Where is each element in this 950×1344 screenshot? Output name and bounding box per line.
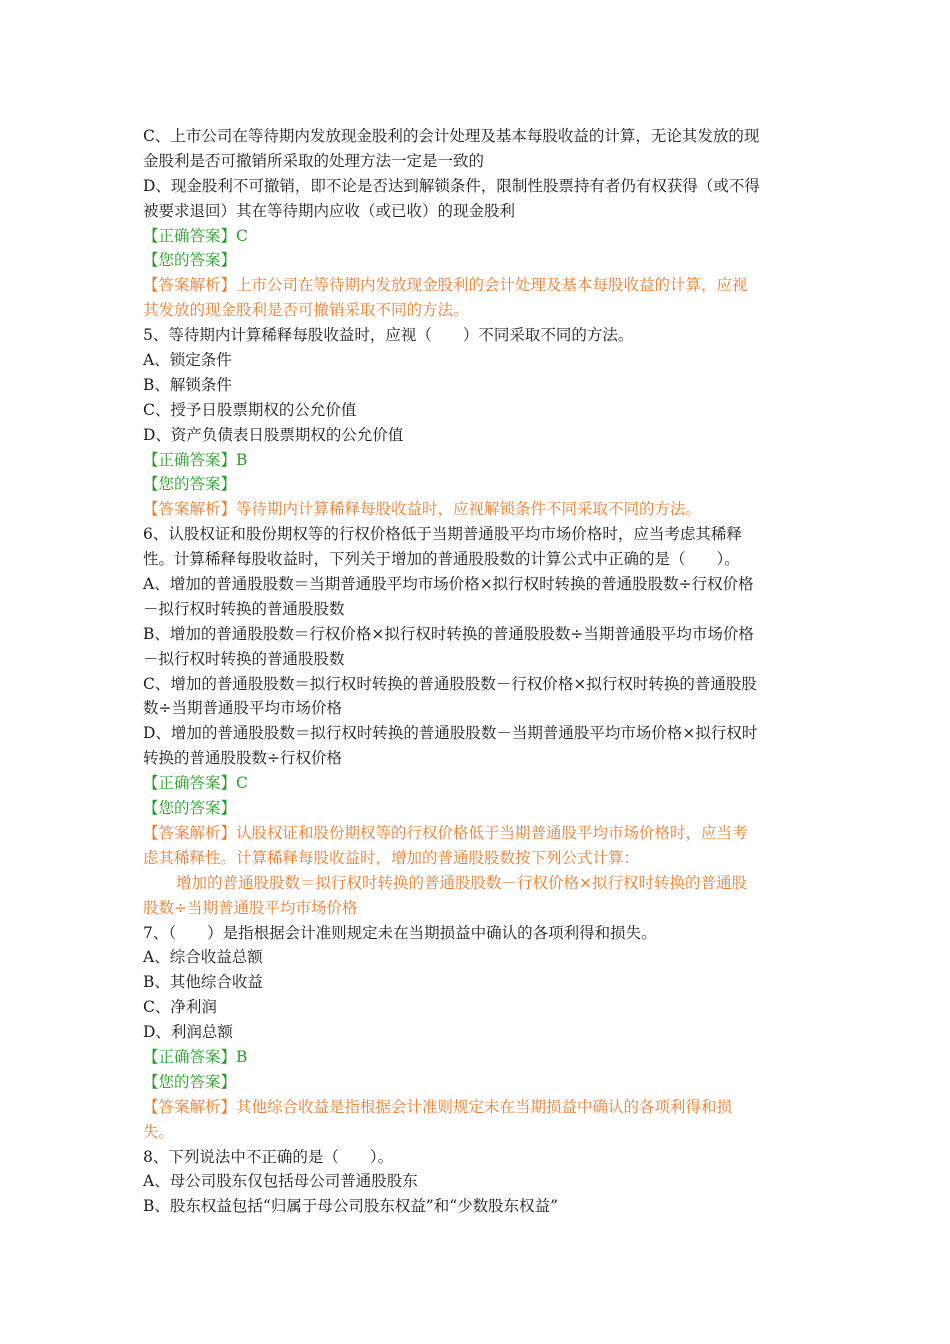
- question-text-line: B、解锁条件: [143, 375, 232, 394]
- question-text-line: 5、等待期内计算稀释每股收益时，应视（ ）不同采取不同的方法。: [143, 326, 634, 345]
- answer-label-line: 【正确答案】C: [143, 226, 248, 245]
- question-text-line: A、锁定条件: [143, 351, 232, 370]
- question-text-line: B、股东权益包括“归属于母公司股东权益”和“少数股东权益”: [143, 1197, 559, 1216]
- question-text-line: B、其他综合收益: [143, 973, 263, 992]
- answer-label-line: 【您的答案】: [143, 1072, 237, 1091]
- question-text-line: D、增加的普通股股数＝拟行权时转换的普通股股数－当期普通股平均市场价格×拟行权时: [143, 724, 758, 743]
- explanation-line: 【答案解析】其他综合收益是指根据会计准则规定未在当期损益中确认的各项利得和损: [143, 1097, 733, 1116]
- explanation-line: 【答案解析】认股权证和股份期权等的行权价格低于当期普通股平均市场价格时，应当考: [143, 823, 748, 842]
- answer-label-line: 【正确答案】C: [143, 774, 248, 793]
- answer-label-line: 【您的答案】: [143, 475, 237, 494]
- answer-label-line: 【您的答案】: [143, 799, 237, 818]
- question-text-line: B、增加的普通股股数＝行权价格×拟行权时转换的普通股股数÷当期普通股平均市场价格: [143, 624, 754, 643]
- question-text-line: D、资产负债表日股票期权的公允价值: [143, 425, 404, 444]
- question-text-line: A、增加的普通股股数＝当期普通股平均市场价格×拟行权时转换的普通股股数÷行权价格: [143, 575, 754, 594]
- question-text-line: D、现金股利不可撤销，即不论是否达到解锁条件，限制性股票持有者仍有权获得（或不得: [143, 176, 760, 195]
- answer-label-line: 【正确答案】B: [143, 450, 248, 469]
- question-text-line: D、利润总额: [143, 1023, 233, 1042]
- explanation-line: 失。: [143, 1122, 175, 1141]
- question-text-line: 转换的普通股股数÷行权价格: [143, 749, 342, 768]
- question-text-line: C、上市公司在等待期内发放现金股利的会计处理及基本每股收益的计算，无论其发放的现: [143, 127, 760, 145]
- question-text-line: C、增加的普通股股数＝拟行权时转换的普通股股数－行权价格×拟行权时转换的普通股股: [143, 674, 757, 693]
- answer-label-line: 【您的答案】: [143, 251, 237, 270]
- explanation-line: 增加的普通股股数＝拟行权时转换的普通股股数－行权价格×拟行权时转换的普通股: [176, 873, 747, 892]
- explanation-line: 其发放的现金股利是否可撤销采取不同的方法。: [143, 301, 469, 320]
- question-text-line: C、授予日股票期权的公允价值: [143, 400, 357, 419]
- question-text-line: －拟行权时转换的普通股股数: [143, 599, 345, 618]
- document-page: [143, 124, 810, 1219]
- explanation-line: 【答案解析】上市公司在等待期内发放现金股利的会计处理及基本每股收益的计算，应视: [143, 276, 748, 295]
- explanation-line: 【答案解析】等待期内计算稀释每股收益时，应视解锁条件不同采取不同的方法。: [143, 500, 702, 519]
- question-text-line: 被要求退回）其在等待期内应收（或已收）的现金股利: [143, 201, 516, 220]
- question-text-line: 7、（ ）是指根据会计准则规定未在当期损益中确认的各项利得和损失。: [143, 923, 657, 942]
- answer-label-line: 【正确答案】B: [143, 1047, 248, 1066]
- question-text-line: 金股利是否可撤销所采取的处理方法一定是一致的: [143, 151, 485, 170]
- explanation-line: 虑其稀释性。计算稀释每股收益时，增加的普通股股数按下列公式计算：: [143, 848, 640, 867]
- question-text-line: C、净利润: [143, 998, 217, 1017]
- question-text-line: 数÷当期普通股平均市场价格: [143, 699, 342, 718]
- question-text-line: A、综合收益总额: [143, 948, 263, 967]
- question-text-line: A、母公司股东仅包括母公司普通股股东: [143, 1172, 418, 1191]
- question-text-line: 性。计算稀释每股收益时，下列关于增加的普通股股数的计算公式中正确的是（ ）。: [143, 550, 740, 569]
- explanation-line: 股数÷当期普通股平均市场价格: [143, 898, 358, 917]
- question-text-line: －拟行权时转换的普通股股数: [143, 649, 345, 668]
- question-text-line: 8、下列说法中不正确的是（ ）。: [143, 1147, 394, 1166]
- question-text-line: 6、认股权证和股份期权等的行权价格低于当期普通股平均市场价格时，应当考虑其稀释: [143, 525, 742, 544]
